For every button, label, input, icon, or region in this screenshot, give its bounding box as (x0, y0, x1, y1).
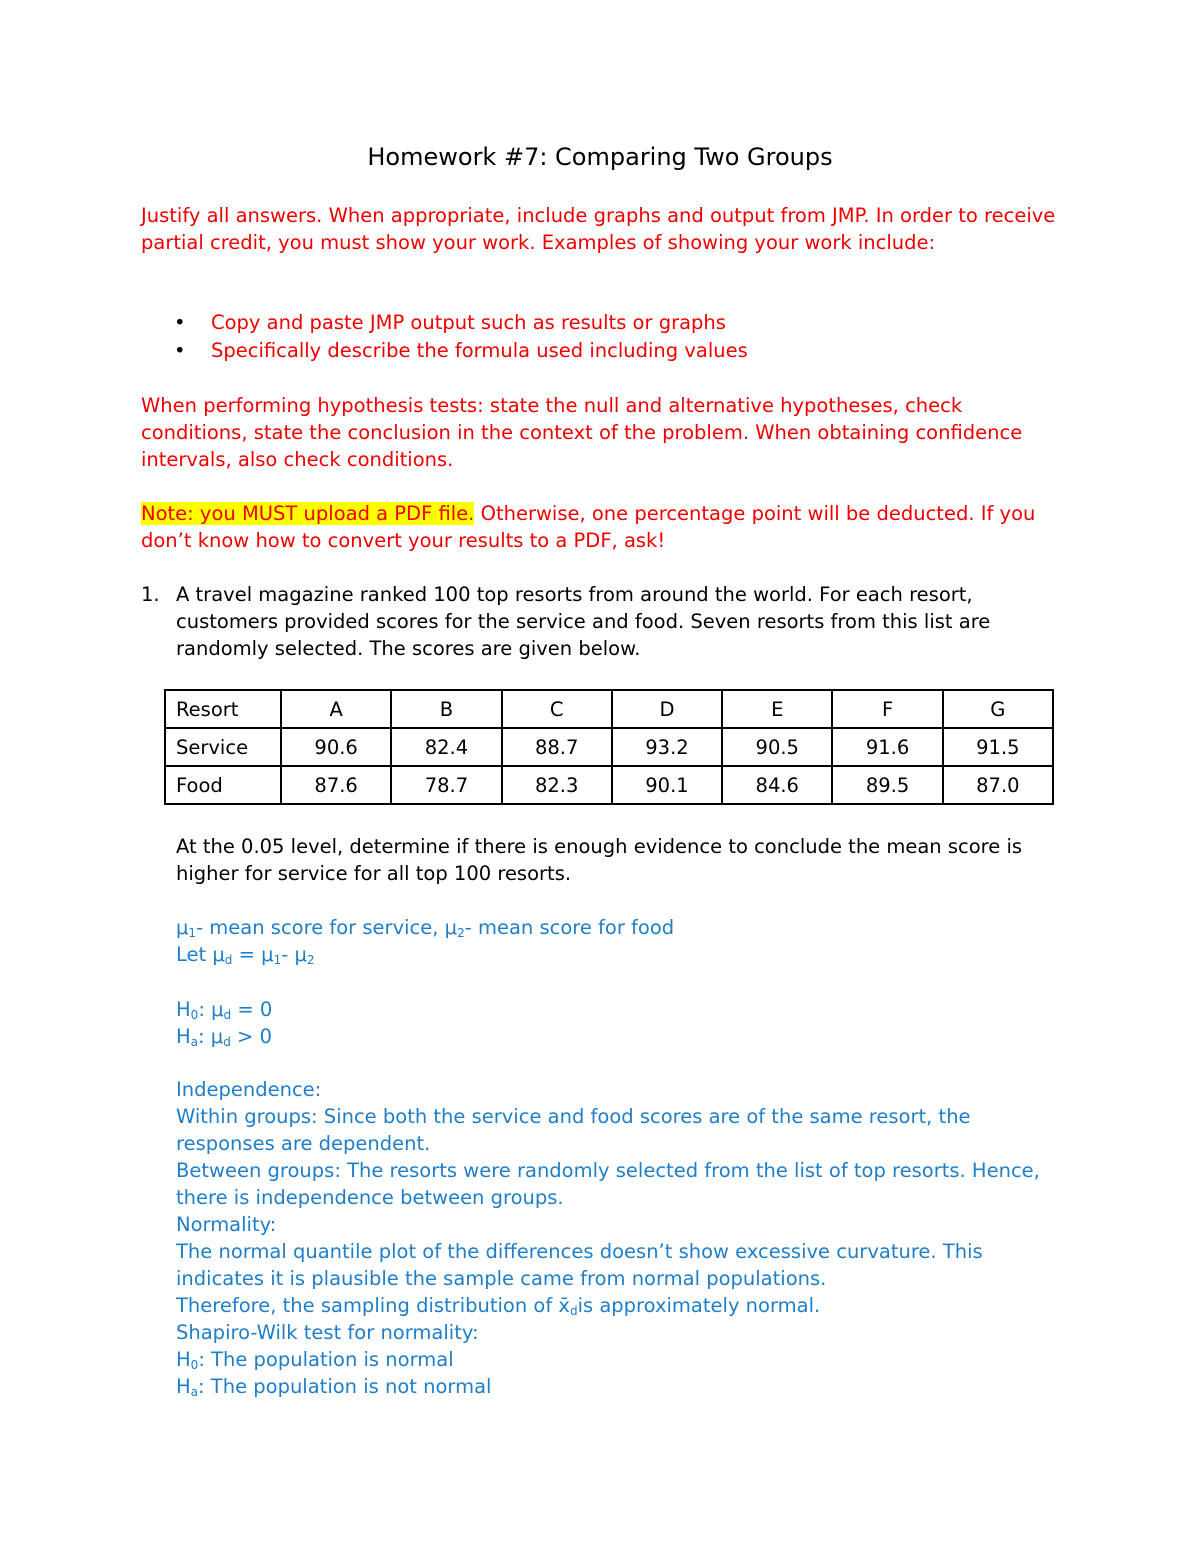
table-cell: 90.6 (281, 728, 391, 766)
bullet-icon: • (174, 339, 186, 362)
mu-d-definition: Let $\mu_d = \mu_1-$ $\mu_2$ (176, 943, 315, 967)
table-cell: B (391, 690, 501, 728)
table-cell: 89.5 (832, 766, 942, 804)
table-cell: 87.0 (943, 766, 1053, 804)
table-cell: Service (165, 728, 281, 766)
question-number: 1. (141, 583, 160, 606)
between-groups-text: Between groups: The resorts were randomly selected from the list of top resorts. Hence, there is independence between groups. (176, 1159, 1040, 1209)
table-cell: A (281, 690, 391, 728)
question-1 (141, 581, 1071, 662)
table-cell: 84.6 (722, 766, 832, 804)
list-item: • Copy and paste JMP output such as results or graphs (141, 309, 748, 337)
table-cell: E (722, 690, 832, 728)
sw-null-hypothesis: $H_0$: The population is normal (176, 1348, 454, 1372)
answer-definitions (176, 914, 1066, 968)
list-item: • Specifically describe the formula used including values (141, 337, 748, 365)
highlighted-note: Note: you MUST upload a PDF file. (141, 502, 475, 525)
hypotheses (176, 996, 1066, 1050)
table-cell: 78.7 (391, 766, 501, 804)
conditions (176, 1076, 1066, 1400)
table-cell: Food (165, 766, 281, 804)
mu-definition: $\mu_1-$ mean score for service, $\mu_2-$ mean score for food (176, 916, 675, 940)
instructions-bullet-list (141, 309, 748, 365)
table-cell: 91.6 (832, 728, 942, 766)
table-row (165, 728, 1053, 766)
null-hypothesis: $H_0$: $\mu_d = 0$ (176, 998, 273, 1022)
table-cell: 82.3 (502, 766, 612, 804)
within-groups-text: Within groups: Since both the service and food scores are of the same resort, the responses are dependent. (176, 1105, 971, 1155)
bullet-icon: • (174, 311, 186, 334)
sw-alternative-hypothesis: $H_a$: The population is not normal (176, 1375, 492, 1399)
table-cell: 90.1 (612, 766, 722, 804)
independence-label: Independence: (176, 1078, 322, 1101)
table-cell: 88.7 (502, 728, 612, 766)
table-cell: Resort (165, 690, 281, 728)
table-header-row (165, 690, 1053, 728)
question-prompt: At the 0.05 level, determine if there is enough evidence to conclude the mean score is higher for service for all top 100 resorts. (176, 835, 1023, 885)
table-cell: 82.4 (391, 728, 501, 766)
normality-text: The normal quantile plot of the differences doesn’t show excessive curvature. This indicates it is plausible the sample came from normal populations. (176, 1240, 983, 1290)
table-cell: 91.5 (943, 728, 1053, 766)
page-title: Homework #7: Comparing Two Groups (367, 143, 833, 171)
table-cell: G (943, 690, 1053, 728)
scores-table (164, 689, 1054, 805)
table-cell: 93.2 (612, 728, 722, 766)
table-cell: D (612, 690, 722, 728)
table-cell: C (502, 690, 612, 728)
pdf-note: Note: you MUST upload a PDF file. Otherwise, one percentage point will be deducted. If you don’t know how to convert your results to a PDF, ask! (141, 502, 1036, 552)
shapiro-wilk-label: Shapiro-Wilk test for normality: (176, 1321, 479, 1344)
alternative-hypothesis: $H_a$: $\mu_d > 0$ (176, 1025, 272, 1049)
normality-label: Normality: (176, 1213, 277, 1236)
table-cell: 90.5 (722, 728, 832, 766)
question-text: A travel magazine ranked 100 top resorts from around the world. For each resort, customers provided scores for the service and food. Seven resorts from this list are randomly selected. The scores are given below. (176, 583, 991, 660)
sampling-distribution-text: Therefore, the sampling distribution of $x̄_dis$ approximately normal. (176, 1294, 821, 1318)
instructions-paragraph: Justify all answers. When appropriate, include graphs and output from JMP. In order to receive partial credit, you must show your work. Examples of showing your work include: (141, 204, 1056, 254)
table-cell: F (832, 690, 942, 728)
table-row (165, 766, 1053, 804)
table-cell: 87.6 (281, 766, 391, 804)
hypothesis-instructions: When performing hypothesis tests: state the null and alternative hypotheses, check conditions, state the conclusion in the context of the problem. When obtaining confidence intervals, also check conditions. (141, 394, 1023, 471)
